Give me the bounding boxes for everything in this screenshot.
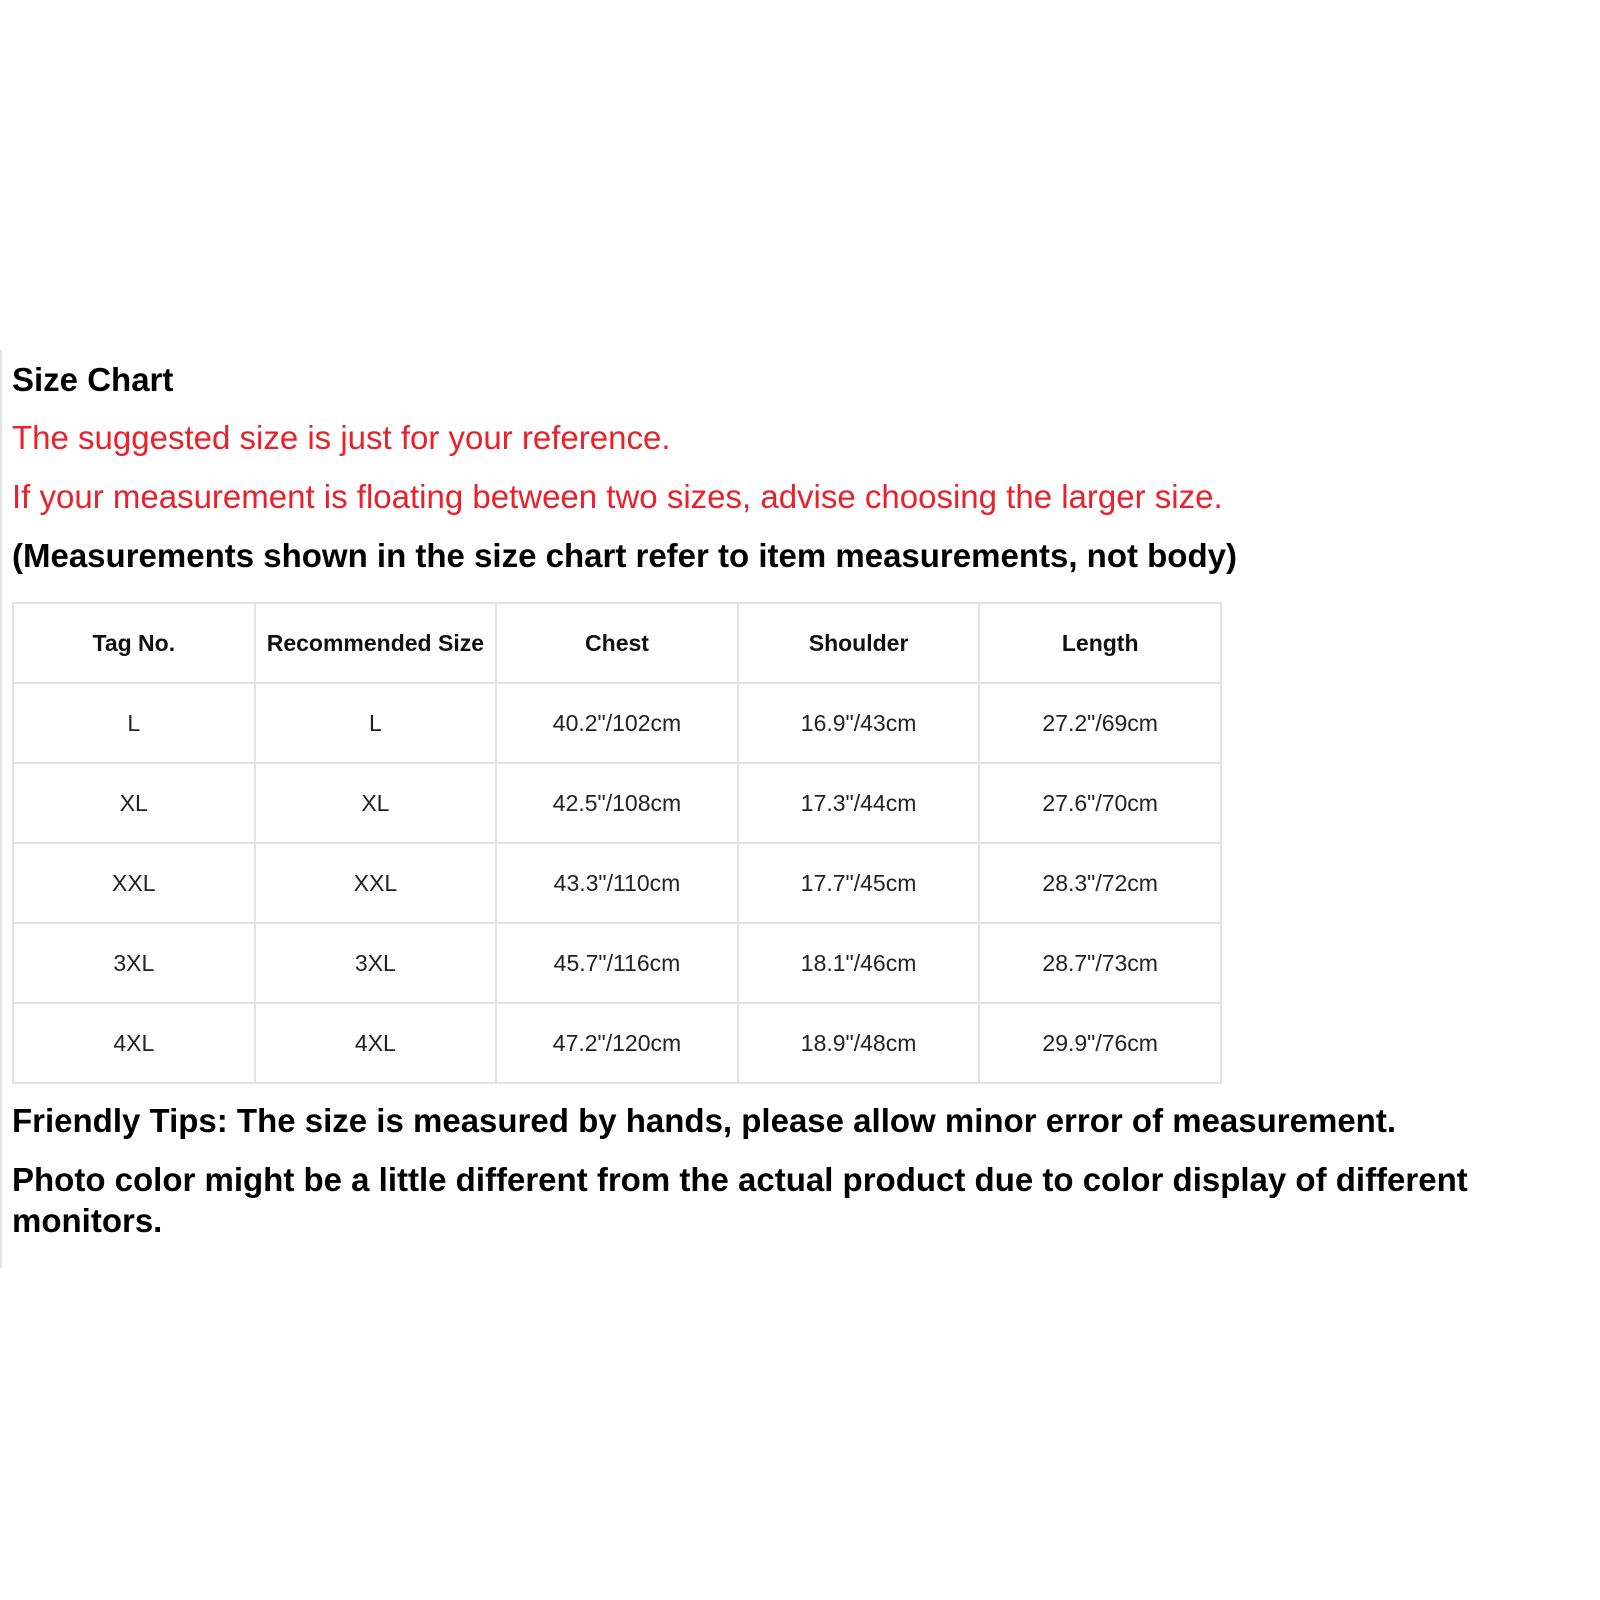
header-shoulder: Shoulder xyxy=(738,603,980,683)
cell-chest: 42.5"/108cm xyxy=(496,763,738,843)
cell-length: 29.9"/76cm xyxy=(979,1003,1221,1083)
photo-color-note: Photo color might be a little different from the actual product due to color display of different monitors. xyxy=(12,1161,1468,1239)
cell-tag-no: XXL xyxy=(13,843,255,923)
cell-shoulder: 18.9"/48cm xyxy=(738,1003,980,1083)
table-row xyxy=(13,843,1221,923)
cell-chest: 40.2"/102cm xyxy=(496,683,738,763)
size-chart-section xyxy=(0,350,1600,1268)
table-row xyxy=(13,923,1221,1003)
cell-length: 28.7"/73cm xyxy=(979,923,1221,1003)
cell-chest: 45.7"/116cm xyxy=(496,923,738,1003)
cell-shoulder: 18.1"/46cm xyxy=(738,923,980,1003)
table-header-row xyxy=(13,603,1221,683)
cell-tag-no: 4XL xyxy=(13,1003,255,1083)
cell-tag-no: 3XL xyxy=(13,923,255,1003)
cell-shoulder: 16.9"/43cm xyxy=(738,683,980,763)
cell-length: 27.2"/69cm xyxy=(979,683,1221,763)
cell-recommended-size: L xyxy=(255,683,497,763)
header-recommended-size: Recommended Size xyxy=(255,603,497,683)
measurement-note: (Measurements shown in the size chart refer to item measurements, not body) xyxy=(12,537,1237,574)
header-tag-no: Tag No. xyxy=(13,603,255,683)
cell-length: 27.6"/70cm xyxy=(979,763,1221,843)
cell-recommended-size: 4XL xyxy=(255,1003,497,1083)
cell-chest: 47.2"/120cm xyxy=(496,1003,738,1083)
table-row xyxy=(13,683,1221,763)
header-length: Length xyxy=(979,603,1221,683)
larger-size-advice: If your measurement is floating between two sizes, advise choosing the larger size. xyxy=(12,478,1223,515)
cell-recommended-size: XXL xyxy=(255,843,497,923)
cell-tag-no: L xyxy=(13,683,255,763)
reference-note: The suggested size is just for your reference. xyxy=(12,419,671,456)
size-table xyxy=(12,602,1222,1084)
header-chest: Chest xyxy=(496,603,738,683)
cell-recommended-size: 3XL xyxy=(255,923,497,1003)
cell-recommended-size: XL xyxy=(255,763,497,843)
cell-shoulder: 17.3"/44cm xyxy=(738,763,980,843)
cell-length: 28.3"/72cm xyxy=(979,843,1221,923)
size-chart-title: Size Chart xyxy=(12,361,174,398)
friendly-tip: Friendly Tips: The size is measured by hands, please allow minor error of measurement. xyxy=(12,1102,1396,1139)
cell-tag-no: XL xyxy=(13,763,255,843)
cell-chest: 43.3"/110cm xyxy=(496,843,738,923)
table-row xyxy=(13,763,1221,843)
cell-shoulder: 17.7"/45cm xyxy=(738,843,980,923)
table-row xyxy=(13,1003,1221,1083)
